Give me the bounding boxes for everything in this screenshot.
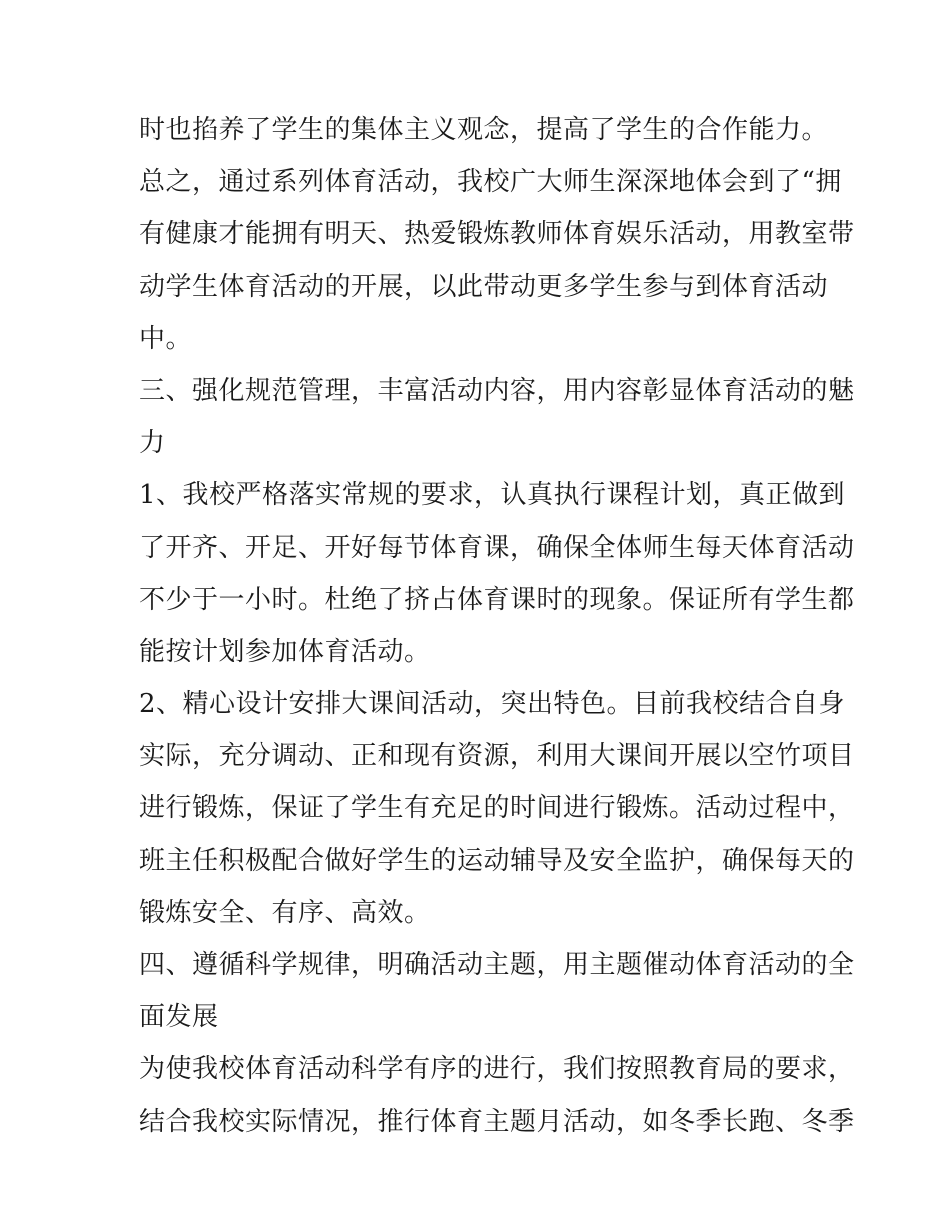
- text-line: 动学生体育活动的开展，以此带动更多学生参与到体育活动: [139, 271, 829, 302]
- section-heading-line: 面发展: [139, 1002, 219, 1033]
- text-line: 有健康才能拥有明天、热爱锻炼教师体育娱乐活动，用教室带: [139, 219, 855, 250]
- text-line: 结合我校实际情况，推行体育主题月活动，如冬季长跑、冬季: [139, 1106, 855, 1137]
- text-line: 了开齐、开足、开好每节体育课，确保全体师生每天体育活动: [139, 532, 855, 563]
- text-line: 实际，充分调动、正和现有资源，利用大课间开展以空竹项目: [139, 741, 855, 772]
- section-heading-line: 四、遵循科学规律，明确活动主题，用主题催动体育活动的全: [139, 950, 855, 980]
- text-line: 锻炼安全、有序、高效。: [139, 897, 431, 928]
- document-body: [139, 104, 855, 1148]
- text-line: 不少于一小时。杜绝了挤占体育课时的现象。保证所有学生都: [139, 584, 855, 615]
- section-heading-line: 三、强化规范管理，丰富活动内容，用内容彰显体育活动的魅: [139, 375, 855, 406]
- text-line: 班主任积极配合做好学生的运动辅导及安全监护，确保每天的: [139, 845, 855, 876]
- text-line: 总之，通过系列体育活动，我校广大师生深深地体会到了“拥: [139, 167, 842, 198]
- text-line: 为使我校体育活动科学有序的进行，我们按照教育局的要求，: [139, 1054, 855, 1085]
- text-line: 1、我校严格落实常规的要求，认真执行课程计划，真正做到: [139, 480, 846, 511]
- text-line: 中。: [139, 323, 193, 354]
- text-line: 2、精心设计安排大课间活动，突出特色。目前我校结合自身: [139, 689, 846, 720]
- text-line: 进行锻炼，保证了学生有充足的时间进行锻炼。活动过程中，: [139, 793, 855, 824]
- section-heading-line: 力: [139, 428, 166, 459]
- text-line: 时也掐养了学生的集体主义观念，提高了学生的合作能力。: [139, 115, 829, 145]
- text-line: 能按计划参加体育活动。: [139, 636, 431, 667]
